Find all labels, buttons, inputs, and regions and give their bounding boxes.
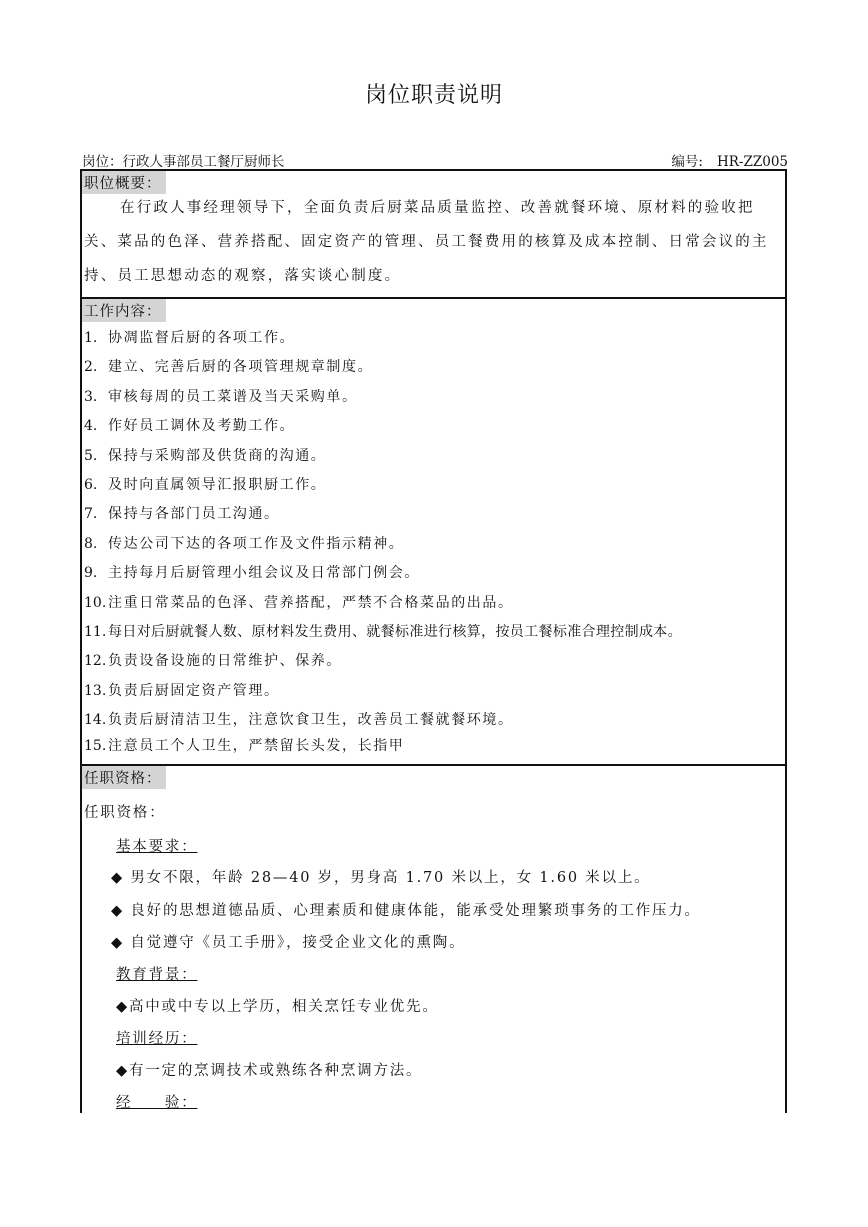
list-item (82, 353, 785, 382)
duties-label-row (82, 299, 785, 322)
item-text: 作好员工调休及考勤工作。 (108, 418, 296, 435)
item-number: 9. (84, 565, 98, 582)
item-text: 协凋监督后厨的各项工作。 (108, 330, 296, 346)
training-heading: 培训经历： (116, 1031, 198, 1047)
training-text: ◆有一定的烹调技术或熟练各种烹调方法。 (116, 1063, 423, 1079)
summary-label: 职位概要： (82, 171, 166, 194)
list-item (82, 559, 785, 588)
code-line (671, 150, 788, 170)
duties-section (80, 297, 787, 766)
item-text: 每日对后厨就餐人数、原材料发生费用、就餐标准进行核算，按员工餐标准合理控制成本。 (108, 623, 682, 640)
item-number: 11. (84, 623, 107, 640)
list-item (82, 500, 785, 529)
list-item (82, 677, 785, 706)
duties-label: 工作内容： (82, 299, 166, 322)
item-number: 3. (84, 388, 98, 405)
item-text: 主持每月后厨管理小组会议及日常部门例会。 (108, 565, 420, 582)
item-text: 负责后厨清洁卫生，注意饮食卫生，改善员工餐就餐环境。 (108, 712, 514, 729)
duties-list (82, 324, 785, 757)
item-number: 5. (84, 447, 98, 464)
summary-text: 在行政人事经理领导下，全面负责后厨菜品质量监控、改善就餐环境、原材料的验收把关、菜品的色泽、营养搭配、固定资产的管理、员工餐费用的核算及成本控制、日常会议的主持、员工思想动态的观察，落实谈心制度。 (84, 200, 769, 284)
item-text: 注意员工个人卫生，严禁留长头发，长指甲 (108, 738, 405, 755)
summary-section (80, 169, 787, 299)
position-label: 岗位： (82, 154, 123, 170)
list-item (82, 618, 785, 647)
item-number: 4. (84, 418, 98, 435)
code-label: 编号: (671, 154, 703, 170)
item-number: 8. (84, 535, 98, 552)
list-item (82, 442, 785, 471)
item-number: 14. (84, 712, 107, 729)
list-item (82, 530, 785, 559)
list-item (82, 735, 785, 757)
basic-requirement-item: ◆ 良好的思想道德品质、心理素质和健康体能，能承受处理繁琐事务的工作压力。 (111, 903, 701, 919)
list-item (82, 471, 785, 500)
education-heading: 教育背景： (116, 967, 198, 983)
list-item (82, 589, 785, 618)
item-number: 7. (84, 506, 98, 523)
qualifications-section (80, 764, 787, 1113)
item-number: 2. (84, 359, 98, 376)
qualifications-subtitle: 任职资格： (84, 805, 166, 821)
basic-requirements-heading: 基本要求： (116, 839, 198, 855)
position-line (82, 150, 285, 170)
list-item (82, 383, 785, 412)
list-item (82, 324, 785, 353)
item-text: 及时向直属领导汇报职厨工作。 (108, 476, 327, 493)
item-text: 保持与各部门员工沟通。 (108, 506, 280, 523)
position-value: 行政人事部员工餐厅厨师长 (122, 154, 285, 170)
qualifications-label-row (82, 766, 785, 789)
item-text: 注重日常菜品的色泽、营养搭配，严禁不合格菜品的出品。 (108, 594, 514, 611)
item-text: 传达公司下达的各项工作及文件指示精神。 (108, 535, 405, 552)
item-text: 审核每周的员工菜谱及当天采购单。 (108, 388, 358, 405)
item-number: 13. (84, 682, 107, 699)
item-number: 10. (84, 594, 107, 611)
item-number: 6. (84, 476, 98, 493)
qualifications-label: 任职资格： (82, 766, 166, 789)
item-number: 12. (84, 653, 107, 670)
item-text: 建立、完善后厨的各项管理规章制度。 (108, 359, 374, 376)
basic-requirement-item: ◆ 男女不限，年龄 28—40 岁，男身高 1.70 米以上，女 1.60 米以上。 (111, 870, 651, 886)
education-text: ◆高中或中专以上学历，相关烹饪专业优先。 (116, 999, 439, 1015)
code-value: HR-ZZ005 (716, 154, 788, 170)
item-text: 保持与采购部及供货商的沟通。 (108, 447, 327, 464)
item-number: 1. (84, 330, 98, 346)
document-title: 岗位职责说明 (364, 83, 503, 108)
basic-requirement-item: ◆ 自觉遵守《员工手册》，接受企业文化的熏陶。 (111, 935, 466, 951)
experience-heading: 经 验： (116, 1095, 198, 1111)
item-text: 负责设备设施的日常维护、保养。 (108, 653, 342, 670)
item-number: 15. (84, 738, 107, 755)
item-text: 负责后厨固定资产管理。 (108, 682, 280, 699)
list-item (82, 706, 785, 735)
list-item (82, 412, 785, 441)
list-item (82, 647, 785, 676)
